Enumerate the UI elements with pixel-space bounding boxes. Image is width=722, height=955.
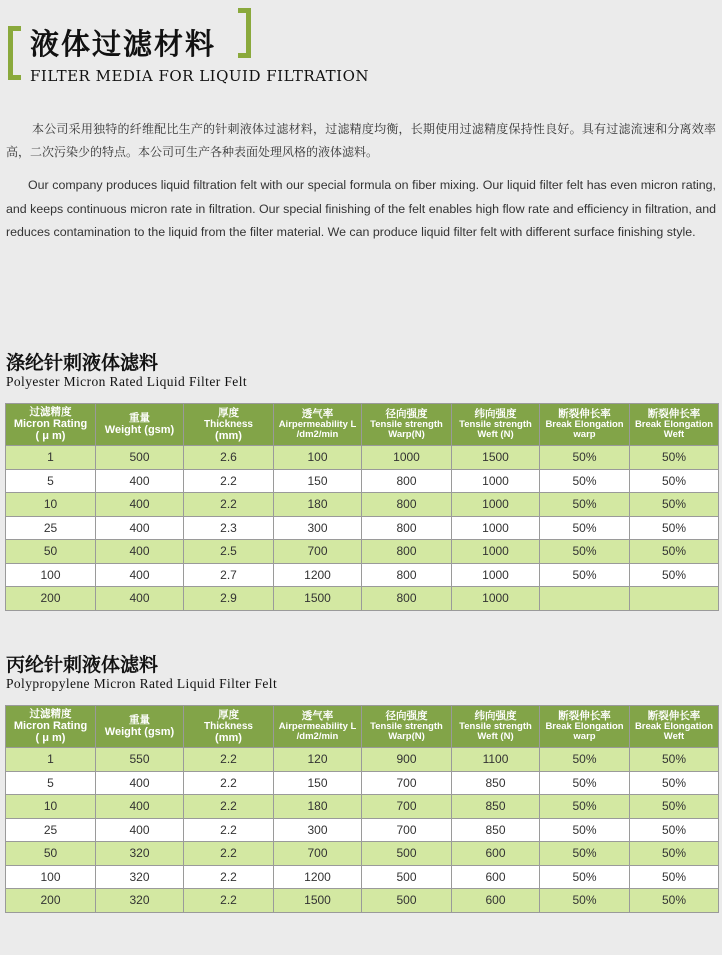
table-cell: 400 — [96, 469, 184, 493]
column-header-en: Break Elongation — [545, 721, 624, 732]
column-header-en-unit: (mm) — [215, 429, 242, 442]
table-cell: 50% — [540, 842, 630, 866]
table-cell: 50% — [630, 795, 719, 819]
column-header-cn: 断裂伸长率 — [647, 408, 701, 420]
table-cell: 500 — [362, 865, 452, 889]
table-cell: 2.2 — [184, 493, 274, 517]
table-cell: 50% — [540, 748, 630, 772]
table-cell: 1000 — [452, 516, 540, 540]
table-row — [6, 865, 719, 889]
table-cell: 900 — [362, 748, 452, 772]
table-cell: 1100 — [452, 748, 540, 772]
table-cell: 700 — [362, 771, 452, 795]
table-cell: 10 — [6, 493, 96, 517]
column-header-en: Break Elongation — [545, 419, 624, 430]
table-cell: 2.2 — [184, 771, 274, 795]
table-cell: 50% — [540, 563, 630, 587]
right-bracket-decoration — [238, 8, 251, 58]
table-cell: 1 — [6, 446, 96, 470]
polyester-spec-table — [5, 403, 719, 611]
table-cell: 50% — [630, 540, 719, 564]
table-cell: 1000 — [452, 540, 540, 564]
table-cell: 50% — [540, 516, 630, 540]
table-cell: 50% — [630, 889, 719, 913]
table-row — [6, 889, 719, 913]
column-header-en-unit: /dm2/min — [296, 731, 339, 742]
table-cell: 800 — [362, 563, 452, 587]
table-cell: 400 — [96, 818, 184, 842]
table-row — [6, 818, 719, 842]
table-cell: 50% — [630, 865, 719, 889]
table-cell: 100 — [274, 446, 362, 470]
table-cell: 1200 — [274, 865, 362, 889]
table-header-row — [6, 706, 719, 748]
table-cell: 2.2 — [184, 889, 274, 913]
column-header-en-unit: /dm2/min — [296, 429, 339, 440]
table-cell: 1000 — [362, 446, 452, 470]
table-cell: 2.7 — [184, 563, 274, 587]
table-cell: 2.2 — [184, 842, 274, 866]
column-header — [362, 706, 452, 748]
column-header-cn: 透气率 — [301, 710, 334, 722]
column-header — [184, 404, 274, 446]
table-cell: 320 — [96, 865, 184, 889]
table-row — [6, 493, 719, 517]
table-cell: 400 — [96, 540, 184, 564]
column-header-cn: 径向强度 — [385, 710, 428, 722]
column-header — [184, 706, 274, 748]
table-cell: 850 — [452, 818, 540, 842]
table-cell: 300 — [274, 818, 362, 842]
table-cell: 500 — [362, 889, 452, 913]
column-header-cn: 厚度 — [218, 708, 239, 721]
table-cell: 25 — [6, 818, 96, 842]
table-cell: 50% — [630, 469, 719, 493]
polypropylene-section-title-en: Polypropylene Micron Rated Liquid Filter Felt — [6, 676, 278, 691]
column-header-en-unit: ( μ m) — [35, 732, 66, 744]
column-header — [630, 706, 719, 748]
table-cell — [630, 587, 719, 611]
table-cell: 180 — [274, 493, 362, 517]
column-header-cn: 纬向强度 — [474, 408, 517, 420]
table-cell: 200 — [6, 587, 96, 611]
table-cell: 400 — [96, 563, 184, 587]
column-header-en-unit: Weft (N) — [477, 429, 514, 440]
column-header-en: Thickness — [204, 720, 253, 732]
table-cell — [540, 587, 630, 611]
column-header-en-unit: warp — [573, 429, 596, 440]
column-header-en-unit: warp — [573, 731, 596, 742]
column-header-cn: 断裂伸长率 — [558, 408, 611, 420]
column-header — [630, 404, 719, 446]
table-cell: 50% — [540, 889, 630, 913]
table-cell: 50% — [630, 748, 719, 772]
table-cell: 800 — [362, 493, 452, 517]
table-cell: 600 — [452, 842, 540, 866]
column-header-en-unit: Weft (N) — [477, 731, 514, 742]
table-cell: 2.2 — [184, 865, 274, 889]
column-header — [6, 404, 96, 446]
column-header — [540, 404, 630, 446]
table-cell: 1000 — [452, 493, 540, 517]
page-header — [0, 0, 722, 90]
table-cell: 1500 — [274, 587, 362, 611]
table-cell: 1200 — [274, 563, 362, 587]
column-header — [362, 404, 452, 446]
table-cell: 400 — [96, 516, 184, 540]
table-cell: 150 — [274, 771, 362, 795]
table-cell: 150 — [274, 469, 362, 493]
left-bracket-decoration — [8, 26, 21, 80]
table-cell: 25 — [6, 516, 96, 540]
table-row — [6, 563, 719, 587]
table-cell: 800 — [362, 516, 452, 540]
table-cell: 320 — [96, 889, 184, 913]
column-header-en: Tensile strength — [459, 419, 532, 430]
column-header-cn: 过滤精度 — [29, 708, 72, 720]
table-cell: 700 — [362, 818, 452, 842]
table-cell: 50% — [540, 865, 630, 889]
column-header — [96, 706, 184, 748]
column-header — [452, 706, 540, 748]
polyester-section-title-cn: 涤纶针刺液体滤料 — [6, 352, 159, 374]
column-header-cn: 径向强度 — [385, 408, 428, 420]
column-header-en: Micron Rating — [13, 720, 88, 732]
table-cell: 50% — [630, 446, 719, 470]
table-row — [6, 540, 719, 564]
table-row — [6, 587, 719, 611]
table-cell: 2.5 — [184, 540, 274, 564]
column-header-en-unit: (mm) — [215, 731, 242, 744]
table-cell: 50% — [540, 818, 630, 842]
column-header-en: Tensile strength — [459, 721, 532, 732]
column-header-en: Break Elongation — [634, 721, 714, 732]
table-cell: 400 — [96, 771, 184, 795]
table-cell: 1500 — [274, 889, 362, 913]
table-cell: 500 — [362, 842, 452, 866]
table-cell: 700 — [274, 540, 362, 564]
table-row — [6, 795, 719, 819]
column-header — [274, 706, 362, 748]
column-header-en: Micron Rating — [13, 418, 88, 430]
column-header-cn: 断裂伸长率 — [647, 710, 701, 722]
column-header-en: Airpermeability L — [278, 721, 357, 732]
table-cell: 600 — [452, 889, 540, 913]
table-cell: 500 — [96, 446, 184, 470]
table-cell: 50 — [6, 540, 96, 564]
table-row — [6, 469, 719, 493]
column-header-cn: 透气率 — [301, 408, 334, 420]
table-cell: 1000 — [452, 563, 540, 587]
table-cell: 320 — [96, 842, 184, 866]
column-header-en-unit: Warp(N) — [388, 731, 425, 742]
column-header-cn: 断裂伸长率 — [558, 710, 611, 722]
column-header-cn: 重量 — [129, 714, 150, 726]
table-cell: 2.2 — [184, 818, 274, 842]
column-header — [6, 706, 96, 748]
table-cell: 50% — [630, 563, 719, 587]
table-cell: 50% — [540, 771, 630, 795]
table-cell: 2.6 — [184, 446, 274, 470]
column-header-en: Break Elongation — [634, 419, 714, 430]
table-cell: 700 — [274, 842, 362, 866]
table-cell: 50 — [6, 842, 96, 866]
column-header — [540, 706, 630, 748]
table-cell: 400 — [96, 493, 184, 517]
column-header-en: Weight (gsm) — [104, 726, 175, 738]
column-header-en: Weight (gsm) — [104, 424, 175, 436]
table-cell: 50% — [630, 493, 719, 517]
table-cell: 2.2 — [184, 795, 274, 819]
table-cell: 850 — [452, 795, 540, 819]
column-header-en: Thickness — [204, 418, 253, 430]
table-cell: 50% — [540, 795, 630, 819]
table-cell: 100 — [6, 865, 96, 889]
table-cell: 1 — [6, 748, 96, 772]
table-cell: 50% — [630, 818, 719, 842]
column-header — [274, 404, 362, 446]
column-header — [96, 404, 184, 446]
table-cell: 1500 — [452, 446, 540, 470]
table-row — [6, 446, 719, 470]
table-cell: 50% — [630, 516, 719, 540]
table-cell: 550 — [96, 748, 184, 772]
table-cell: 200 — [6, 889, 96, 913]
table-cell: 50% — [540, 540, 630, 564]
table-cell: 1000 — [452, 587, 540, 611]
table-cell: 800 — [362, 540, 452, 564]
table-cell: 800 — [362, 587, 452, 611]
table-cell: 50% — [630, 771, 719, 795]
intro-paragraph-cn: 本公司采用独特的纤维配比生产的针刺液体过滤材料，过滤精度均衡，长期使用过滤精度保持性良好。具有过滤流速和分离效率高，二次污染少的特点。本公司可生产各种表面处理风格的液体滤料。 — [6, 122, 716, 159]
column-header-en-unit: ( μ m) — [35, 430, 66, 442]
table-cell: 50% — [630, 842, 719, 866]
table-cell: 10 — [6, 795, 96, 819]
column-header-en: Airpermeability L — [278, 419, 357, 430]
polyester-section-title-en: Polyester Micron Rated Liquid Filter Felt — [6, 374, 247, 389]
polypropylene-spec-table — [5, 705, 719, 913]
table-cell: 700 — [362, 795, 452, 819]
intro-paragraph-en: Our company produces liquid filtration felt with our special formula on fiber mixing. Our liquid filter felt has even micron rating, and keeps continuous micron rate in filtration. Our special finishing of the felt enables high flow rate and efficiency in filtration, and reduces contamination to the liquid from the filter material. We can produce liquid filter felt with different surface finishing style. — [6, 178, 716, 239]
table-cell: 2.3 — [184, 516, 274, 540]
page-title-cn: 液体过滤材料 — [30, 27, 217, 61]
table-cell: 850 — [452, 771, 540, 795]
table-cell: 5 — [6, 469, 96, 493]
column-header-en-unit: Warp(N) — [388, 429, 425, 440]
table-cell: 2.2 — [184, 748, 274, 772]
table-cell: 180 — [274, 795, 362, 819]
column-header-en: Tensile strength — [370, 721, 443, 732]
table-cell: 100 — [6, 563, 96, 587]
table-row — [6, 748, 719, 772]
table-cell: 400 — [96, 795, 184, 819]
page-title-en: FILTER MEDIA FOR LIQUID FILTRATION — [30, 67, 369, 85]
table-cell: 2.9 — [184, 587, 274, 611]
table-cell: 5 — [6, 771, 96, 795]
table-cell: 800 — [362, 469, 452, 493]
table-cell: 1000 — [452, 469, 540, 493]
table-cell: 2.2 — [184, 469, 274, 493]
column-header-cn: 重量 — [129, 412, 150, 424]
table-row — [6, 516, 719, 540]
column-header — [452, 404, 540, 446]
table-cell: 300 — [274, 516, 362, 540]
table-cell: 600 — [452, 865, 540, 889]
column-header-cn: 过滤精度 — [29, 406, 72, 418]
table-row — [6, 771, 719, 795]
column-header-cn: 厚度 — [218, 406, 239, 419]
table-cell: 120 — [274, 748, 362, 772]
table-cell: 50% — [540, 493, 630, 517]
polypropylene-section-title-cn: 丙纶针刺液体滤料 — [6, 654, 159, 676]
table-cell: 50% — [540, 469, 630, 493]
column-header-en: Tensile strength — [370, 419, 443, 430]
column-header-en-unit: Weft — [663, 731, 685, 742]
column-header-en-unit: Weft — [663, 429, 685, 440]
column-header-cn: 纬向强度 — [474, 710, 517, 722]
table-cell: 400 — [96, 587, 184, 611]
table-cell: 50% — [540, 446, 630, 470]
table-row — [6, 842, 719, 866]
table-header-row — [6, 404, 719, 446]
